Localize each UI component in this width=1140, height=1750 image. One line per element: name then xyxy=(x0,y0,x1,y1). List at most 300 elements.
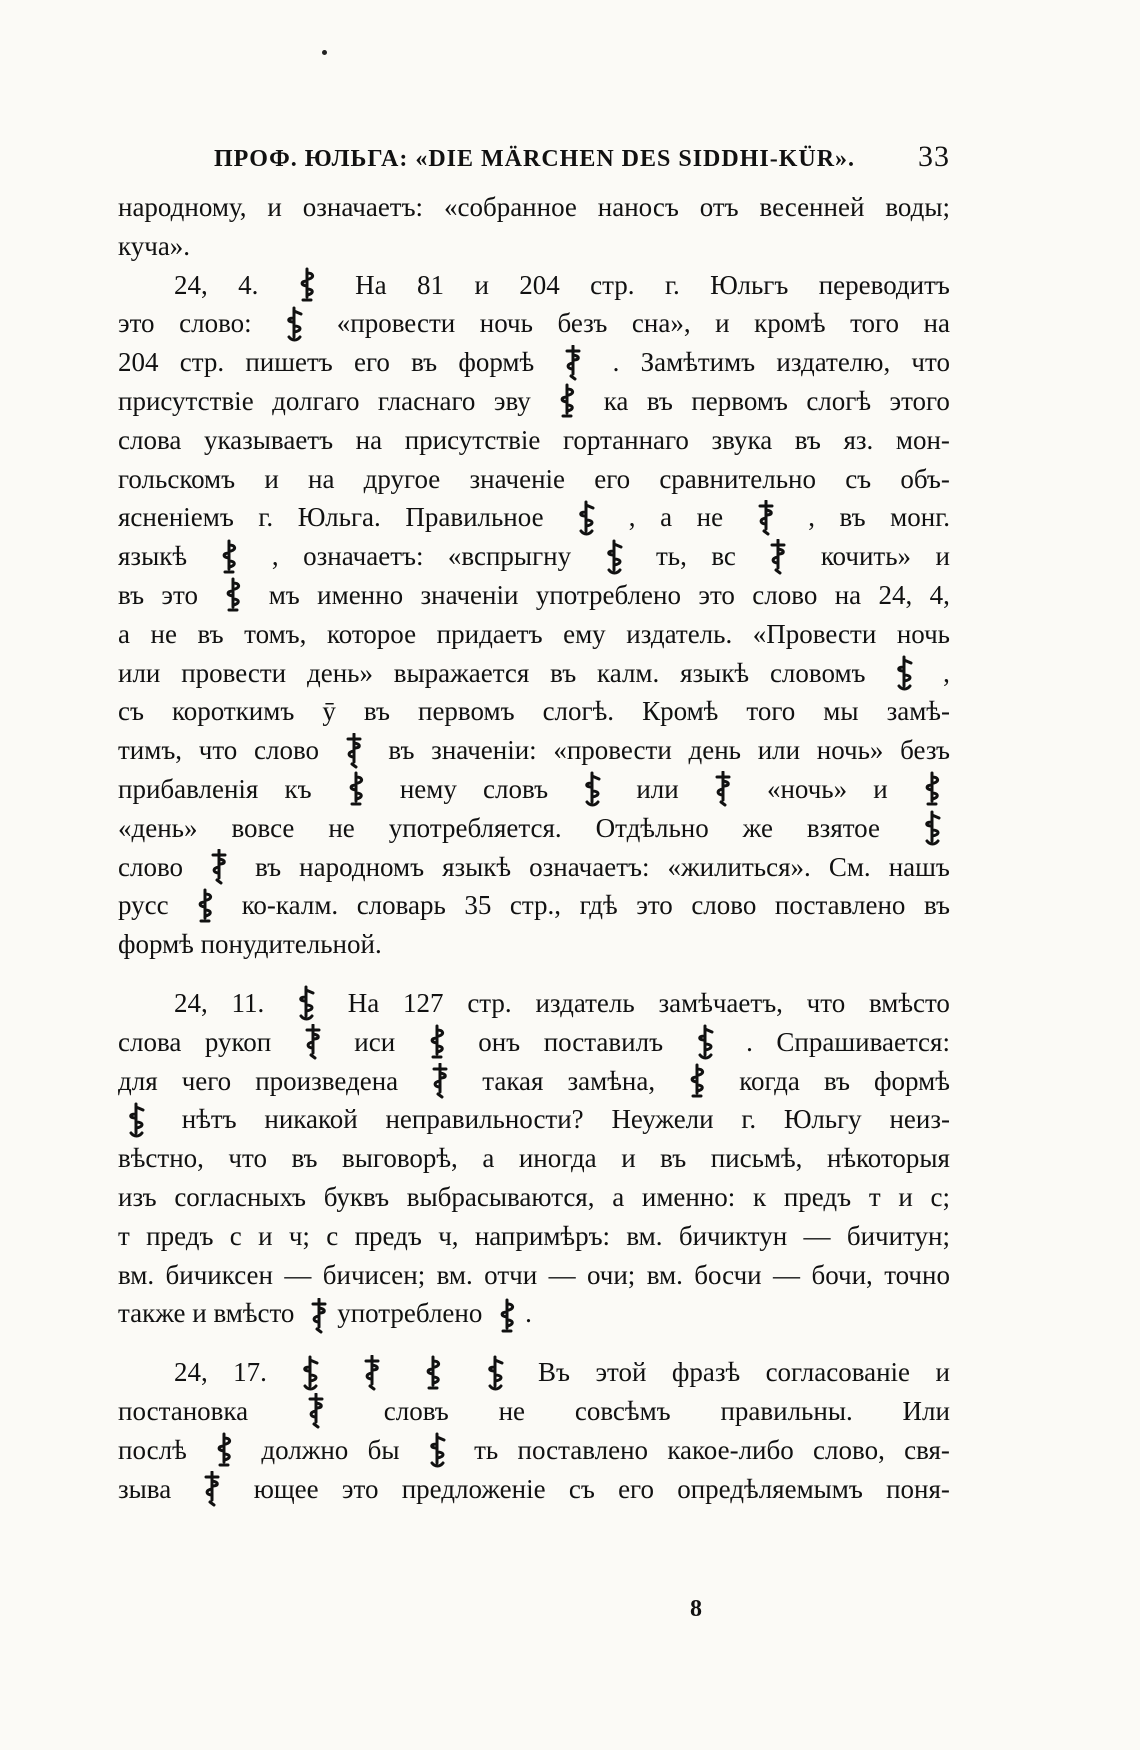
mongolian-word-icon xyxy=(559,345,587,381)
mongolian-word-icon xyxy=(691,1024,719,1060)
word: а xyxy=(118,618,130,649)
mongolian-word-icon xyxy=(305,1298,333,1334)
text-line xyxy=(118,1178,950,1217)
word: никакой xyxy=(264,1104,358,1135)
word: вс xyxy=(711,541,736,572)
word: отчи xyxy=(484,1259,538,1290)
mongolian-word-icon xyxy=(293,267,321,303)
word: совсѣмъ xyxy=(574,1395,671,1426)
word: бичиктун xyxy=(678,1220,788,1251)
text-line xyxy=(118,1100,950,1139)
word: въ xyxy=(794,424,821,455)
word: употребляется. xyxy=(388,812,562,843)
word: того xyxy=(850,308,899,339)
word: стр. xyxy=(590,269,635,300)
text-line xyxy=(118,731,950,770)
word: на xyxy=(355,424,383,455)
word: какое-либо xyxy=(667,1434,794,1465)
word: . xyxy=(746,1026,753,1057)
word: куча». xyxy=(118,230,191,261)
word: ночь xyxy=(896,618,950,649)
mongolian-word-icon xyxy=(572,500,600,536)
word: словарь xyxy=(356,890,446,921)
word: и xyxy=(621,1143,636,1174)
word: гласнаго xyxy=(377,385,476,416)
word: бочи, xyxy=(811,1259,873,1290)
word: короткимъ xyxy=(172,696,295,727)
word: ч, xyxy=(438,1220,459,1251)
word: 81 xyxy=(417,269,445,300)
word: поставлено xyxy=(774,890,906,921)
word: послѣ xyxy=(118,1434,187,1465)
word: г. xyxy=(258,502,274,533)
word: словъ xyxy=(383,1395,449,1426)
word: именно: xyxy=(641,1181,736,1212)
word: ночь» xyxy=(816,735,884,766)
word: ночь xyxy=(479,308,533,339)
word: мы xyxy=(823,696,859,727)
word: это xyxy=(698,579,735,610)
word: произведена xyxy=(255,1065,399,1096)
mongolian-word-icon xyxy=(423,1024,451,1060)
text-line xyxy=(118,1392,950,1431)
word: или xyxy=(118,657,161,688)
word: значеніе xyxy=(469,463,565,494)
word: 24, xyxy=(878,579,913,610)
word: вмѣсто xyxy=(868,987,950,1018)
word: бичиксен xyxy=(165,1259,273,1290)
word: первомъ xyxy=(691,385,788,416)
text-line xyxy=(118,460,950,499)
print-speck xyxy=(322,50,327,55)
word: мъ xyxy=(268,579,300,610)
word: не xyxy=(696,502,724,533)
word: иси xyxy=(354,1026,396,1057)
word: которое xyxy=(326,618,417,649)
word: бичисен; xyxy=(322,1259,426,1290)
text-line xyxy=(118,1431,950,1470)
word: 204 xyxy=(118,347,159,378)
word: 24, xyxy=(174,987,208,1018)
word: означаетъ: xyxy=(529,851,650,882)
word: 17. xyxy=(233,1357,267,1388)
word: Юльгу xyxy=(783,1104,862,1135)
word: день xyxy=(688,735,741,766)
word: нашъ xyxy=(888,851,950,882)
mongolian-word-icon xyxy=(752,500,780,536)
word: языкѣ xyxy=(680,657,750,688)
mongolian-word-icon xyxy=(423,1432,451,1468)
text-line xyxy=(118,809,950,848)
word: и xyxy=(264,463,279,494)
word: ӯ xyxy=(322,696,336,727)
word: ка xyxy=(603,385,629,416)
word: ть xyxy=(474,1434,499,1465)
mongolian-word-icon xyxy=(578,771,606,807)
word: языкѣ xyxy=(118,541,188,572)
word: съ xyxy=(118,696,144,727)
mongolian-word-icon xyxy=(358,1355,386,1391)
word: См. xyxy=(828,851,871,882)
word: бы xyxy=(367,1434,400,1465)
word: слово xyxy=(752,579,818,610)
word: босчи xyxy=(694,1259,762,1290)
text-line xyxy=(118,382,950,421)
word: буквъ xyxy=(323,1181,390,1212)
word: не xyxy=(150,618,177,649)
word: означаетъ: xyxy=(303,541,424,572)
word: томъ, xyxy=(244,618,307,649)
word: «Провести xyxy=(752,618,877,649)
word: Въ xyxy=(538,1357,571,1388)
word: , xyxy=(271,541,279,572)
word: сна», xyxy=(631,308,691,339)
word: первомъ xyxy=(418,696,515,727)
word: его xyxy=(618,1473,654,1504)
mongolian-word-icon xyxy=(419,1355,447,1391)
word: издателю, xyxy=(776,347,891,378)
word: неправильности? xyxy=(385,1104,584,1135)
word: съ xyxy=(568,1473,595,1504)
word: вовсе xyxy=(231,812,295,843)
word: его xyxy=(594,463,631,494)
mongolian-word-icon xyxy=(683,1063,711,1099)
word: Спрашивается: xyxy=(776,1026,950,1057)
word: бичитун; xyxy=(846,1220,950,1251)
running-title: ПРОФ. ЮЛЬГА: «DIE MÄRCHEN DES SIDDHI-KÜR». xyxy=(214,146,856,172)
word: это xyxy=(636,890,673,921)
word: гортаннаго xyxy=(562,424,689,455)
word: Правильное xyxy=(405,502,544,533)
word: «день» xyxy=(118,812,198,843)
mongolian-word-icon xyxy=(342,771,370,807)
word: 127 xyxy=(403,987,444,1018)
text-line xyxy=(118,1139,950,1178)
word: его xyxy=(353,347,390,378)
word: для xyxy=(118,1065,158,1096)
word: кочить» xyxy=(820,541,912,572)
word: вм. xyxy=(626,1220,663,1251)
word: стр. xyxy=(467,987,512,1018)
word: въ xyxy=(388,735,415,766)
word: выговорѣ, xyxy=(342,1143,458,1174)
text-line xyxy=(118,925,950,964)
word: и xyxy=(873,773,888,804)
word: а xyxy=(660,502,673,533)
word: означаетъ: xyxy=(302,192,424,222)
mongolian-word-icon xyxy=(210,1432,238,1468)
text-line xyxy=(118,1023,950,1062)
word: слогѣ. xyxy=(542,696,615,727)
word: замѣчаетъ, xyxy=(658,987,783,1018)
word: формѣ xyxy=(874,1065,950,1096)
mongolian-word-icon xyxy=(918,810,946,846)
word: «провести xyxy=(336,308,456,339)
word: . xyxy=(525,1298,532,1329)
word: неиз- xyxy=(889,1104,950,1135)
word: ему xyxy=(563,618,606,649)
word: слово: xyxy=(179,308,252,339)
word: предложеніе xyxy=(401,1473,546,1504)
word: замѣ- xyxy=(886,696,950,727)
word: формѣ xyxy=(458,347,535,378)
word: Замѣтимъ xyxy=(640,347,756,378)
mongolian-word-icon xyxy=(296,1355,324,1391)
word: эву xyxy=(493,385,531,416)
word: На xyxy=(347,987,380,1018)
word: 35 xyxy=(464,890,492,921)
word: слово xyxy=(253,735,320,766)
word: это xyxy=(118,308,155,339)
word: издатель. xyxy=(626,618,733,649)
word: и xyxy=(935,1357,950,1388)
text-line xyxy=(118,1294,950,1333)
mongolian-word-icon xyxy=(481,1355,509,1391)
word: этой xyxy=(595,1357,647,1388)
word: изъ xyxy=(118,1181,157,1212)
word: звука xyxy=(711,424,773,455)
word: свя- xyxy=(904,1434,950,1465)
word: слова xyxy=(118,424,182,455)
word: понудительной. xyxy=(200,929,382,960)
text-line xyxy=(118,1062,950,1101)
page-number: 33 xyxy=(918,140,950,173)
text-line xyxy=(118,188,950,227)
word: когда xyxy=(739,1065,800,1096)
text-line xyxy=(118,886,950,925)
word: нему xyxy=(399,773,457,804)
word: въ xyxy=(118,579,145,610)
word: 24, xyxy=(174,269,208,300)
word: присутствіе xyxy=(404,424,541,455)
word: такая xyxy=(482,1065,544,1096)
word: правильны. xyxy=(720,1395,853,1426)
word: к xyxy=(753,1181,767,1212)
word: слова xyxy=(118,1026,182,1057)
word: тимъ, xyxy=(118,735,183,766)
word: день» xyxy=(306,657,373,688)
word: того xyxy=(746,696,796,727)
text-line xyxy=(118,770,950,809)
word: вм. xyxy=(436,1259,473,1290)
word: безъ xyxy=(900,735,950,766)
word: Кромѣ xyxy=(642,696,719,727)
word: нѣкоторыя xyxy=(826,1143,950,1174)
word: на xyxy=(834,579,862,610)
word: значеніи: xyxy=(431,735,537,766)
word: 4. xyxy=(238,269,259,300)
text-line xyxy=(118,343,950,382)
word: и xyxy=(267,192,282,222)
text-line xyxy=(118,537,950,576)
word: словъ xyxy=(483,773,549,804)
word: — xyxy=(284,1259,312,1290)
word: что xyxy=(806,987,846,1018)
word: «собранное xyxy=(443,192,577,222)
mongolian-word-icon xyxy=(709,771,737,807)
word: 11. xyxy=(231,987,265,1018)
text-line xyxy=(118,654,950,693)
word: словомъ xyxy=(769,657,866,688)
text-line xyxy=(118,266,950,305)
word: — xyxy=(548,1259,576,1290)
word: вм. xyxy=(646,1259,683,1290)
text-line xyxy=(118,1217,950,1256)
word: воды; xyxy=(885,192,950,222)
mongolian-word-icon xyxy=(918,771,946,807)
word: «жилиться». xyxy=(667,851,811,882)
word: точно xyxy=(884,1259,950,1290)
word: и xyxy=(258,1220,273,1251)
word: опредѣляемымъ xyxy=(677,1473,863,1504)
word: вѣстно, xyxy=(118,1143,204,1174)
text-line xyxy=(118,1256,950,1295)
word: и xyxy=(935,541,950,572)
word: другое xyxy=(363,463,441,494)
word: Юльга. xyxy=(297,502,381,533)
word: весенней xyxy=(759,192,865,222)
word: с; xyxy=(930,1181,950,1212)
word: издатель xyxy=(535,987,635,1018)
word: прибавленія xyxy=(118,773,259,804)
word: это xyxy=(341,1473,379,1504)
word: въ xyxy=(839,502,866,533)
text-line xyxy=(118,1353,950,1392)
mongolian-word-icon xyxy=(493,1298,521,1334)
word: письмѣ, xyxy=(710,1143,803,1174)
word: т xyxy=(868,1181,881,1212)
word: къ xyxy=(284,773,312,804)
word: на xyxy=(308,463,335,494)
word: слогѣ xyxy=(806,385,872,416)
word: придаетъ xyxy=(436,618,543,649)
word: въ xyxy=(363,696,390,727)
mongolian-word-icon xyxy=(191,888,219,924)
word: рукоп xyxy=(204,1026,272,1057)
word: ясненіемъ xyxy=(118,502,234,533)
word: согласованіе xyxy=(765,1357,911,1388)
word: «ночь» xyxy=(766,773,848,804)
word: т xyxy=(118,1220,130,1251)
word: въ xyxy=(255,851,282,882)
word: въ xyxy=(291,1143,318,1174)
word: это xyxy=(161,579,198,610)
word: предъ xyxy=(146,1220,214,1251)
word: нѣтъ xyxy=(181,1104,237,1135)
word: въ xyxy=(550,657,577,688)
word: стр., xyxy=(509,890,562,921)
word: этого xyxy=(889,385,950,416)
word: чего xyxy=(181,1065,232,1096)
text-line xyxy=(118,576,950,615)
text-line xyxy=(118,421,950,460)
word: на xyxy=(923,308,950,339)
word: въ xyxy=(923,890,950,921)
word: — xyxy=(773,1259,801,1290)
word: въ xyxy=(660,1143,687,1174)
mongolian-word-icon xyxy=(302,1393,330,1429)
word: калм. xyxy=(597,657,660,688)
word: , xyxy=(943,657,950,688)
word: употреблено xyxy=(535,579,681,610)
word: поня- xyxy=(886,1473,950,1504)
word: а xyxy=(482,1143,495,1174)
word: слово, xyxy=(813,1434,885,1465)
word: с xyxy=(326,1220,339,1251)
word: ющее xyxy=(253,1473,319,1504)
word: указываетъ xyxy=(203,424,334,455)
word: вм. xyxy=(118,1259,155,1290)
word: зыва xyxy=(118,1473,172,1504)
word: а xyxy=(612,1181,625,1212)
word: Юльгъ xyxy=(710,269,789,300)
word: поставлено xyxy=(517,1434,649,1465)
word: онъ xyxy=(478,1026,521,1057)
word: не xyxy=(328,812,355,843)
mongolian-word-icon xyxy=(890,655,918,691)
word: постановка xyxy=(118,1395,249,1426)
word: замѣна, xyxy=(567,1065,656,1096)
word: выражается xyxy=(393,657,530,688)
word: и xyxy=(474,269,489,300)
word: Или xyxy=(902,1395,950,1426)
word: , xyxy=(628,502,636,533)
word: поставилъ xyxy=(543,1026,664,1057)
word: должно xyxy=(261,1434,349,1465)
word: монг. xyxy=(890,502,950,533)
word: фразѣ xyxy=(671,1357,741,1388)
word: «вспрыгну xyxy=(447,541,572,572)
word: ть, xyxy=(656,541,687,572)
word: народномъ xyxy=(299,851,425,882)
word: «провести xyxy=(553,735,672,766)
word: или xyxy=(636,773,679,804)
word: взятое xyxy=(806,812,880,843)
text-line xyxy=(118,692,950,731)
word: же xyxy=(742,812,773,843)
word: . xyxy=(612,347,620,378)
word: въ xyxy=(646,385,673,416)
mongolian-word-icon xyxy=(426,1063,454,1099)
word: выбрасываются, xyxy=(406,1181,595,1212)
word: мон- xyxy=(895,424,950,455)
word: не xyxy=(498,1395,526,1426)
word: сравнительно xyxy=(659,463,816,494)
mongolian-word-icon xyxy=(280,306,308,342)
word: или xyxy=(757,735,801,766)
word: народному, xyxy=(118,192,247,222)
word: переводитъ xyxy=(818,269,950,300)
word: безъ xyxy=(557,308,608,339)
mongolian-word-icon xyxy=(600,539,628,575)
text-line xyxy=(118,227,950,266)
word: слово xyxy=(118,851,184,882)
word: гдѣ xyxy=(579,890,618,921)
word: с xyxy=(229,1220,242,1251)
text-line xyxy=(118,498,950,537)
word: Неужели xyxy=(611,1104,714,1135)
word: провести xyxy=(181,657,287,688)
text-line xyxy=(118,615,950,654)
word: 4, xyxy=(929,579,950,610)
word: долгаго xyxy=(272,385,360,416)
running-header xyxy=(118,140,950,174)
word: слово xyxy=(691,890,757,921)
word: предъ xyxy=(783,1181,852,1212)
text-line xyxy=(118,304,950,343)
word: употреблено xyxy=(337,1298,483,1329)
word: и xyxy=(192,1298,207,1329)
